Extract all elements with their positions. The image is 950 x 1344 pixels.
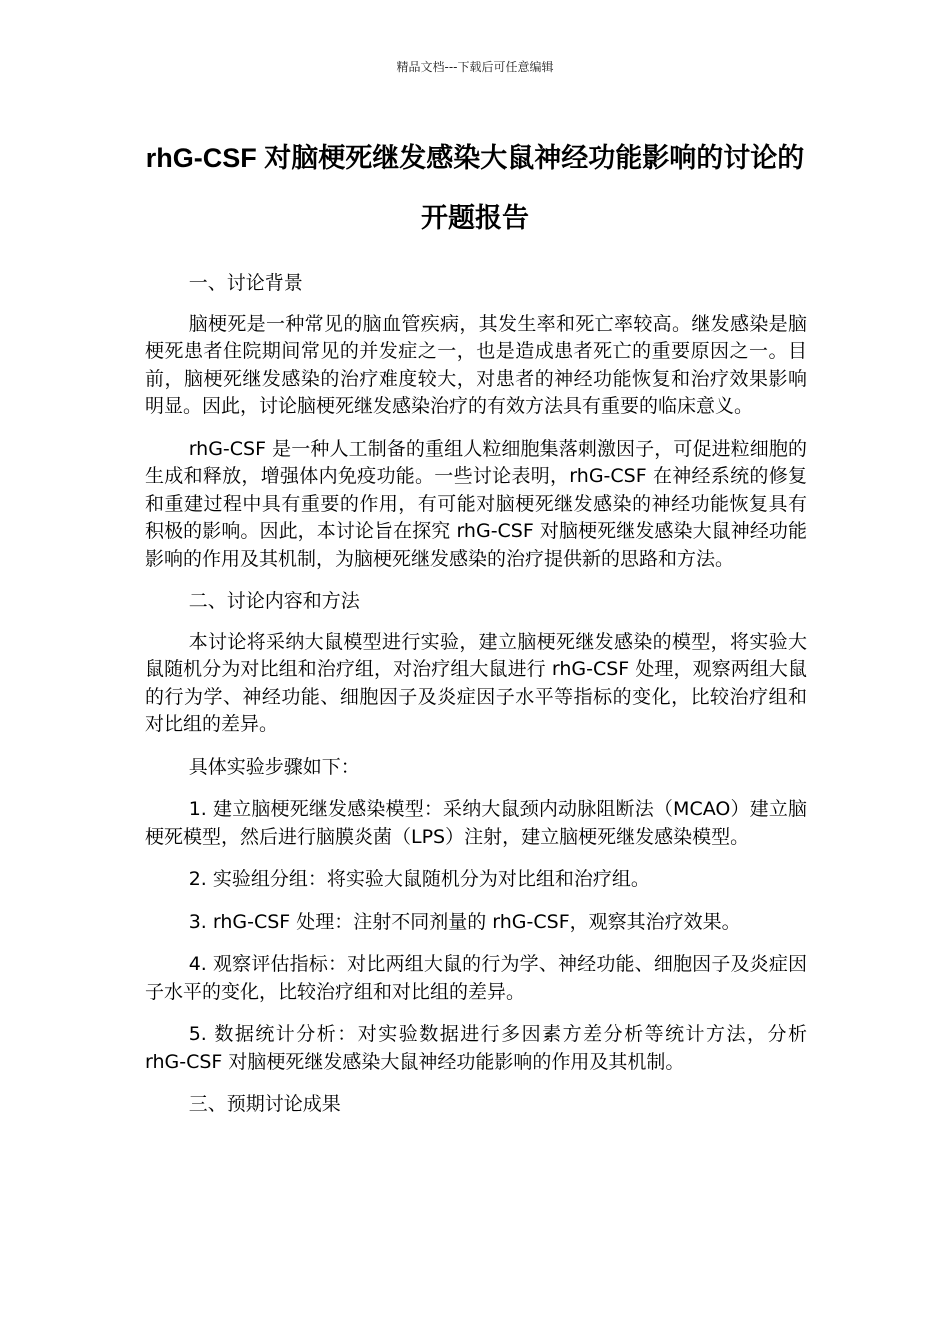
paragraph-methods-1: 本讨论将采纳大鼠模型进行实验，建立脑梗死继发感染的模型，将实验大鼠随机分为对比组和治疗组，对治疗组大鼠进行 rhG-CSF 处理，观察两组大鼠的行为学、神经功能、细胞因子及炎症因子水平等指标的变化，比较治疗组和对比组的差异。 (145, 630, 807, 735)
paragraph-methods-2: 具体实验步骤如下： (188, 755, 360, 778)
section-heading-background: 一、讨论背景 (188, 272, 303, 294)
paragraph-background-1: 脑梗死是一种常见的脑血管疾病，其发生率和死亡率较高。继发感染是脑梗死患者住院期间常见的并发症之一，也是造成患者死亡的重要原因之一。目前，脑梗死继发感染的治疗难度较大，对患者的神经功能恢复和治疗效果影响明显。因此，讨论脑梗死继发感染治疗的有效方法具有重要的临床意义。 (145, 312, 807, 417)
section-heading-outcomes: 三、预期讨论成果 (188, 1093, 341, 1115)
document-body (145, 270, 807, 1132)
paragraph-background-2: rhG-CSF 是一种人工制备的重组人粒细胞集落刺激因子，可促进粒细胞的生成和释放，增强体内免疫功能。一些讨论表明，rhG-CSF 在神经系统的修复和重建过程中具有重要的作用，有可能对脑梗死继发感染的神经功能恢复具有积极的影响。因此，本讨论旨在探究 rhG-CSF 对脑梗死继发感染大鼠神经功能影响的作用及其机制，为脑梗死继发感染的治疗提供新的思路和方法。 (145, 437, 807, 570)
header-note: 精品文档---下载后可任意编辑 (396, 60, 554, 74)
section-heading-methods: 二、讨论内容和方法 (188, 590, 360, 612)
step-item-5: 5. 数据统计分析：对实验数据进行多因素方差分析等统计方法，分析 rhG-CSF 对脑梗死继发感染大鼠神经功能影响的作用及其机制。 (145, 1023, 807, 1073)
document-title: rhG-CSF 对脑梗死继发感染大鼠神经功能影响的讨论的开题报告 (145, 143, 805, 233)
step-item-2: 2. 实验组分组：将实验大鼠随机分为对比组和治疗组。 (188, 868, 650, 890)
step-item-3: 3. rhG-CSF 处理：注射不同剂量的 rhG-CSF，观察其治疗效果。 (188, 910, 741, 933)
step-item-1: 1. 建立脑梗死继发感染模型：采纳大鼠颈内动脉阻断法（MCAO）建立脑梗死模型，然后进行脑膜炎菌（LPS）注射，建立脑梗死继发感染模型。 (145, 798, 807, 848)
step-item-4: 4. 观察评估指标：对比两组大鼠的行为学、神经功能、细胞因子及炎症因子水平的变化，比较治疗组和对比组的差异。 (145, 953, 807, 1003)
